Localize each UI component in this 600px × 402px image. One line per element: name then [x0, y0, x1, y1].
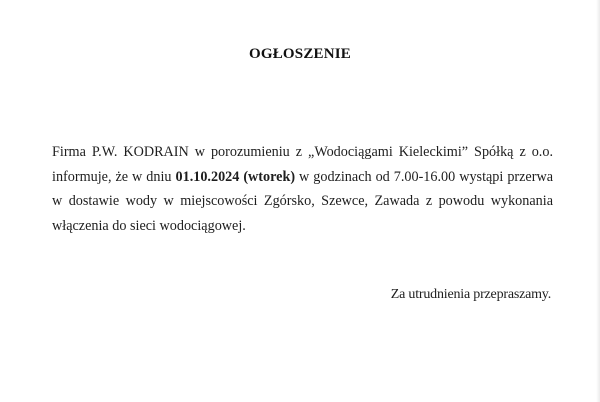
- body-line-2: [52, 165, 553, 190]
- body-line-1: Firma P.W. KODRAIN w porozumieniu z „Wodociągami Kieleckimi” Spółką z o.o.: [52, 144, 553, 160]
- closing-apology: Za utrudnienia przepraszamy.: [390, 287, 551, 302]
- announcement-title: OGŁOSZENIE: [248, 46, 352, 62]
- body-line-4: włączenia do sieci wodociągowej.: [52, 217, 246, 234]
- body-line-2-end: w godzinach od 7.00-16.00 wystąpi przerwa: [295, 168, 554, 185]
- announcement-body: [52, 140, 553, 238]
- outage-date: 01.10.2024 (wtorek): [175, 168, 296, 185]
- body-line-3: w dostawie wody w miejscowości Zgórsko, Szewce, Zawada z powodu wykonania: [52, 193, 553, 209]
- body-line-2-start: informuje, że w dniu: [52, 168, 176, 185]
